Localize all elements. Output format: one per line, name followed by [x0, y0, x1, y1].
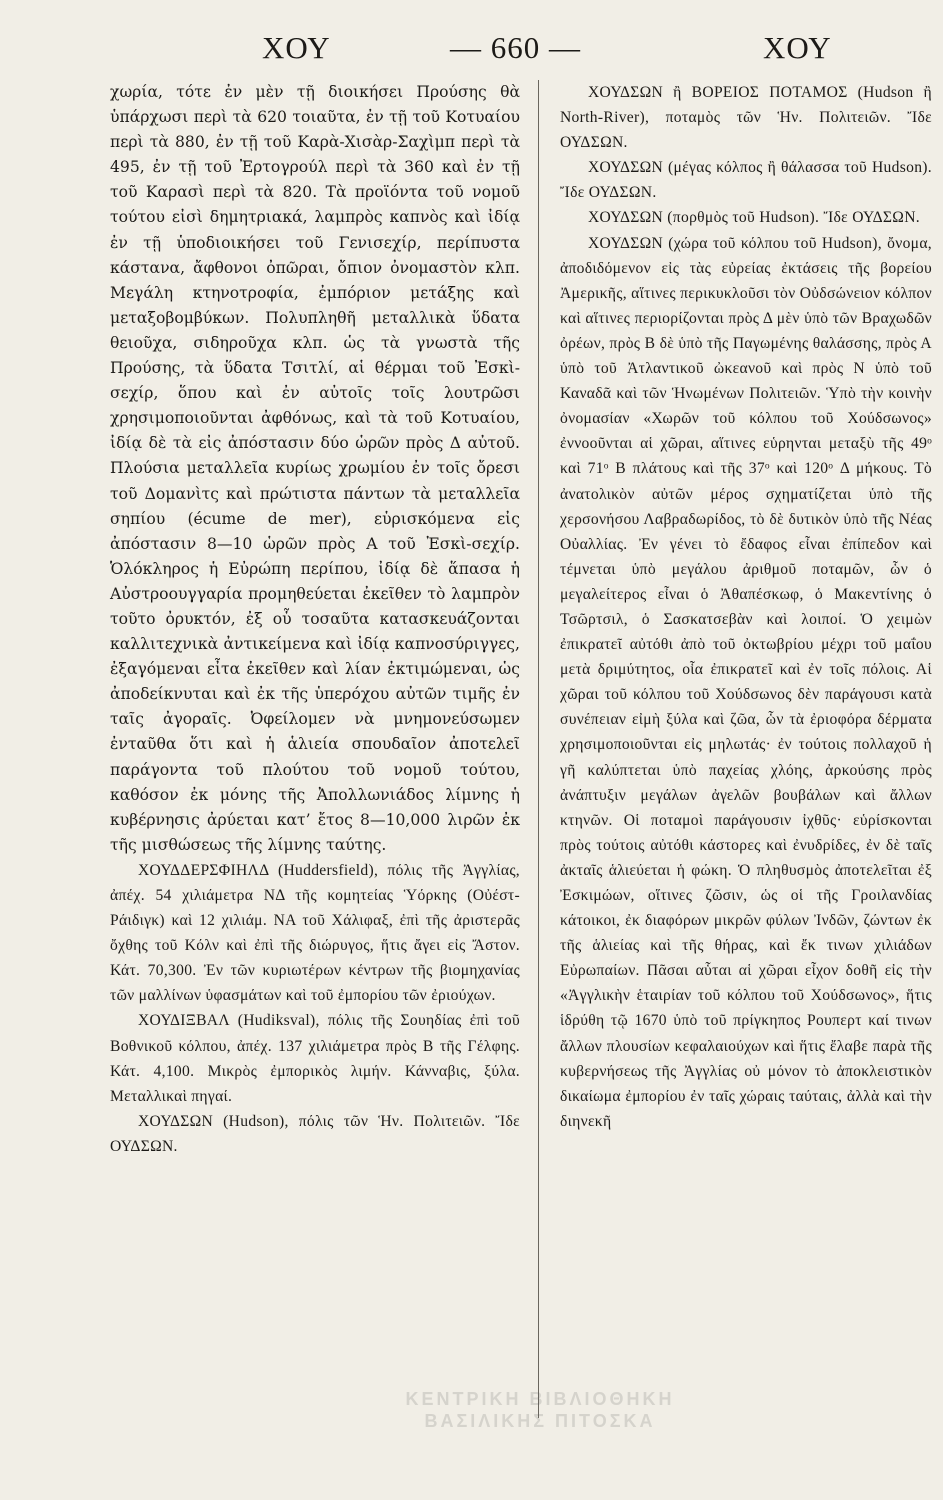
right-column	[560, 80, 932, 1134]
entry-hudiksval: ΧΟΥΔΙΞΒΑΛ (Hudiksval), πόλις τῆς Σουηδίας ἐπὶ τοῦ Βοθνικοῦ κόλπου, ἀπέχ. 137 χιλιάμετρα πρὸς Β τῆς Γέλφης. Κάτ. 4,100. Μικρὸς ἐμπορικὸς λιμήν. Κάνναβις, ξύλα. Μεταλλικαὶ πηγαί.	[110, 1012, 520, 1105]
entry-hudson-bay: ΧΟΥΔΣΩΝ (μέγας κόλπος ἢ θάλασσα τοῦ Hudson). Ἴδε ΟΥΔΣΩΝ.	[560, 159, 932, 202]
entry-continuation: χωρία, τότε ἐν μὲν τῇ διοικήσει Προύσης θὰ ὑπάρχωσι περὶ τὰ 620 τοιαῦτα, ἐν τῇ τοῦ Κοτυαίου περὶ τὰ 880, ἐν τῇ τοῦ Καρὰ-Χισὰρ-Σαχὶμπ περὶ τὰ 495, ἐν τῇ τοῦ Ἐρτογρούλ περὶ τὰ 360 καὶ ἐν τῇ τοῦ Καρασὶ περὶ τὰ 820. Τὰ προϊόντα τοῦ νομοῦ τούτου εἰσὶ δημητριακά, λαμπρὸς καπνὸς καὶ ἰδίᾳ ἐν τῇ ὑποδιοικήσει τοῦ Γενισεχίρ, περίπυστα κάστανα, ἄφθονοι ὀπῶραι, ὄπιον ὀνομαστὸν κλπ. Μεγάλη κτηνοτροφία, ἐμπόριον μετάξης καὶ μεταξοβομβύκων. Πολυπληθῆ μεταλλικὰ ὕδατα θειοῦχα, σιδηροῦχα κλπ. ὡς τὰ γνωστὰ τῆς Προύσης, τὰ ὕδατα Τσιτλί, αἱ θέρμαι τοῦ Ἐσκὶ-σεχίρ, ὅπου καὶ ἐν αὐτοῖς τοῖς λουτρῶσι χρησιμοποιοῦνται ἀφθόνως, καὶ τὰ τοῦ Κοτυαίου, ἰδίᾳ δὲ τὰ εἰς ἀπόστασιν δύο ὡρῶν πρὸς Δ αὐτοῦ. Πλούσια μεταλλεῖα κυρίως χρωμίου ἐν τοῖς ὄρεσι τοῦ Δομανὶτς καὶ πρώτιστα πάντων τὰ μεταλλεῖα σηπίου (écume de mer), εὑρισκόμενα εἰς ἀπόστασιν 8—10 ὡρῶν πρὸς Α τοῦ Ἐσκὶ-σεχίρ. Ὁλόκληρος ἡ Εὐρώπη περίπου, ἰδίᾳ δὲ ἅπασα ἡ Αὐστροουγγαρία προμηθεύεται ἐκεῖθεν τὸ λαμπρὸν τοῦτο ὀρυκτόν, ἐξ οὗ τοσαῦτα κατασκευάζονται καλλιτεχνικὰ ἀντικείμενα καὶ ἰδίᾳ καπνοσύριγγες, ἐξαγόμεναι εἶτα ἐκεῖθεν καὶ λίαν ἐκτιμώμεναι, ὡς ἀποδείκνυται καὶ ἐκ τῆς ὑπερόχου αὐτῶν τιμῆς ἐν ταῖς ἀγοραῖς. Ὀφείλομεν νὰ μνημονεύσωμεν ἐνταῦθα ὅτι καὶ ἡ ἁλιεία σπουδαῖον ἀποτελεῖ παράγοντα τοῦ πλούτου τοῦ νομοῦ τούτου, καθόσον ἐκ μόνης τῆς Ἀπολλωνιάδος λίμνης ἡ κυβέρνησις ἀρύεται κατ’ ἔτος 8—10,000 λιρῶν ἐκ τῆς μισθώσεως τῆς λίμνης ταύτης.	[110, 83, 520, 854]
left-column	[110, 80, 520, 1159]
watermark-line-2: ΒΑΣΙΛΙΚΗΣ ΠΙΤΟΣΚΑ	[424, 1411, 656, 1431]
entry-hudson-river: ΧΟΥΔΣΩΝ ἢ ΒΟΡΕΙΟΣ ΠΟΤΑΜΟΣ (Hudson ἢ North-River), ποταμὸς τῶν Ἡν. Πολιτειῶν. Ἴδε ΟΥΔΣΩΝ.	[560, 84, 932, 152]
entry-huddersfield: ΧΟΥΔΔΕΡΣΦΙΗΛΔ (Huddersfield), πόλις τῆς Ἀγγλίας, ἀπέχ. 54 χιλιάμετρα ΝΔ τῆς κομητείας Ὑόρκης (Οὐέστ-Ράιδιγκ) καὶ 12 χιλιάμ. ΝΑ τοῦ Χάλιφαξ, ἐπὶ τῆς ἀριστερᾶς ὄχθης τοῦ Κόλν καὶ ἐπὶ τῆς διώρυγος, ἥτις ἄγει εἰς Ἄστον. Κάτ. 70,300. Ἐν τῶν κυριωτέρων κέντρων τῆς βιομηχανίας τῶν μαλλίνων ὑφασμάτων καὶ τοῦ ἐμπορίου τῶν ἐριούχων.	[110, 861, 520, 1005]
column-divider	[538, 80, 539, 1418]
entry-hudson-bay-territory: ΧΟΥΔΣΩΝ (χώρα τοῦ κόλπου τοῦ Hudson), ὄνομα, ἀποδιδόμενον εἰς τὰς εὐρείας ἐκτάσεις τῆς βορείου Ἀμερικῆς, αἵτινες περικυκλοῦσι τὸν Οὐδσώνειον κόλπον καὶ αἵτινες περιορίζονται πρὸς Δ μὲν ὑπὸ τῶν Βραχωδῶν ὀρέων, πρὸς Β δὲ ὑπὸ τῆς Παγωμένης θαλάσσης, πρὸς Α ὑπὸ τοῦ Ἀτλαντικοῦ ὠκεανοῦ καὶ πρὸς Ν ὑπὸ τοῦ Καναδᾶ καὶ τῶν Ἡνωμένων Πολιτειῶν. Ὑπὸ τὴν κοινὴν ὀνομασίαν «Χωρῶν τοῦ κόλπου τοῦ Χούδσωνος» ἐννοοῦνται αἱ χῶραι, αἵτινες εὑρηνται μεταξὺ τῆς 49ᵒ καὶ 71ᵒ Β πλάτους καὶ τῆς 37ᵒ καὶ 120ᵒ Δ μήκους. Τὸ ἀνατολικὸν αὐτῶν μέρος σχηματίζεται ὑπὸ τῆς χερσονήσου Λαβραδωρίδος, τὸ δὲ δυτικὸν ὑπὸ τῆς Νέας Οὐαλλίας. Ἐν γένει τὸ ἔδαφος εἶναι ἐπίπεδον καὶ τέμνεται ὑπὸ μεγάλου ἀριθμοῦ ποταμῶν, ὧν ὁ μεγαλείτερος εἶναι ὁ Ἀθαπέσκωφ, ὁ Μακεντίνης ὁ Τσῶρτσιλ, ὁ Σασκατσεβὰν καὶ λοιποί. Ὁ χειμὼν ἐπικρατεῖ αὐτόθι ἀπὸ τοῦ ὀκτωβρίου μέχρι τοῦ μαΐου μετὰ δριμύτητος, οἷα ἐπικρατεῖ καὶ ἐν τοῖς πόλοις. Αἱ χῶραι τοῦ κόλπου τοῦ Χούδσωνος δὲν παράγουσι κατὰ συνέπειαν εἰμὴ ξύλα καὶ ζῶα, ὧν τὰ ἐριοφόρα δέρματα χρησιμοποιοῦνται εἰς μηλωτάς· ἐν τούτοις πολλαχοῦ ἡ γῆ καλύπτεται ὑπὸ παχείας χλόης, ἀρκούσης πρὸς ἀνάπτυξιν μεγάλων ἀγελῶν βουβάλων καὶ ἄλλων κτηνῶν. Οἱ ποταμοὶ παράγουσιν ἰχθῦς· εὑρίσκονται πρὸς τούτοις αὐτόθι κάστορες καὶ ἐνυδρίδες, ἐν δὲ ταῖς ἀκταῖς ἁλιεύεται ἡ φώκη. Ὁ πληθυσμὸς ἀποτελεῖται ἐξ Ἐσκιμώων, οἵτινες ζῶσιν, ὡς οἱ τῆς Γροιλανδίας κάτοικοι, ἐκ διαφόρων μικρῶν φύλων Ἰνδῶν, ζώντων ἐκ τῆς ἁλιείας καὶ τῆς θήρας, καὶ ἔκ τινων χιλιάδων Εὐρωπαίων. Πᾶσαι αὗται αἱ χῶραι εἶχον δοθῆ εἰς τὴν «Ἀγγλικὴν ἑταιρίαν τοῦ κόλπου τοῦ Χούδσωνος», ἥτις ἱδρύθη τῷ 1670 ὑπὸ τοῦ πρίγκηπος Ρουπερτ καί τινων ἄλλων πλουσίων κεφαλαιούχων καὶ ἥτις ἔλαβε παρὰ τῆς κυβερνήσεως τῆς Ἀγγλίας οὐ μόνον τὸ ἀποκλειστικὸν δικαίωμα ἐμπορίου ἐν ταῖς χώραις ταύταις, ἀλλὰ καὶ τὴν διηνεκῆ	[560, 234, 932, 1130]
header-left-guide-word: ΧΟΥ	[262, 30, 331, 65]
library-watermark	[400, 1388, 680, 1432]
page-header	[0, 22, 943, 72]
watermark-line-1: ΚΕΝΤΡΙΚΗ ΒΙΒΛΙΟΘΗΚΗ	[405, 1389, 675, 1409]
header-right-guide-word: ΧΟΥ	[763, 30, 832, 65]
page-number: — 660 —	[450, 30, 581, 65]
entry-hudson-strait: ΧΟΥΔΣΩΝ (πορθμὸς τοῦ Hudson). Ἴδε ΟΥΔΣΩΝ.	[588, 209, 920, 227]
entry-hudson-city: ΧΟΥΔΣΩΝ (Hudson), πόλις τῶν Ἡν. Πολιτειῶν. Ἴδε ΟΥΔΣΩΝ.	[110, 1112, 520, 1155]
